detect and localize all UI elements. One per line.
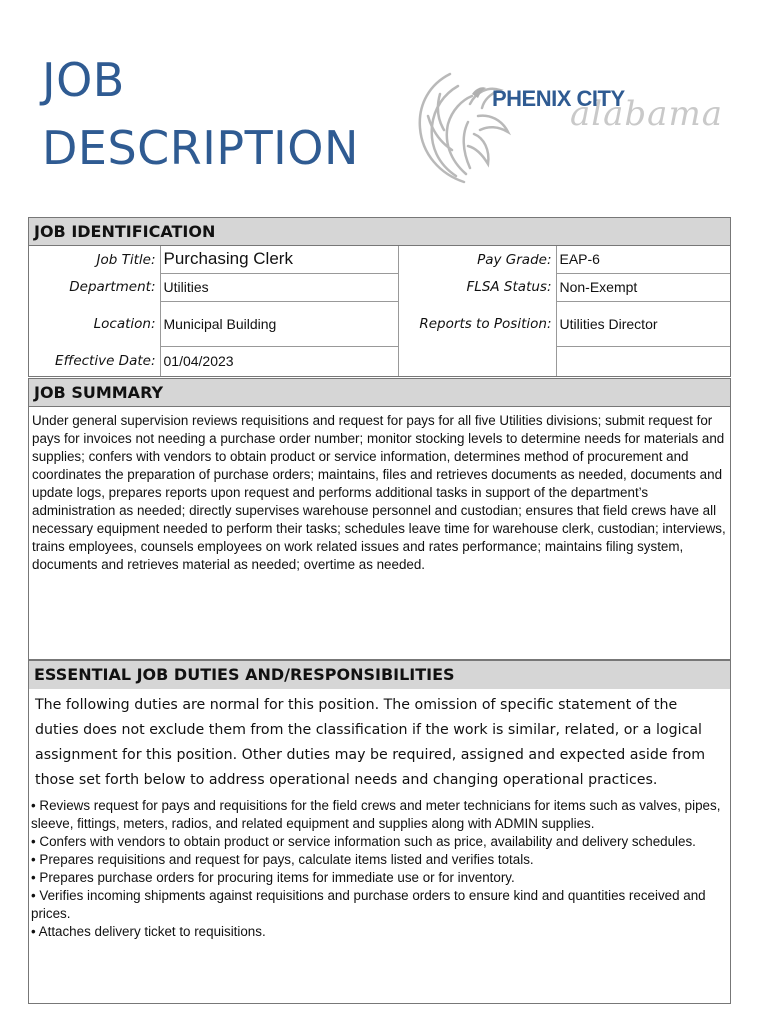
reports-to-label: Reports to Position: (419, 315, 552, 332)
duties-intro-paragraph: The following duties are normal for this position. The omission of specific statement of the duties does not exclude them from the classification if the work is similar, related, or a logical assignment for this position. Other duties may be required, assigned and expected aside from those set forth below to address operational needs and changing operational practices. (35, 697, 706, 788)
empty-cell (398, 346, 556, 376)
phoenix-emblem-icon (410, 64, 520, 192)
flsa-status-value: Non-Exempt (556, 273, 730, 301)
list-item: • Attaches delivery ticket to requisitions. (31, 924, 266, 939)
list-item: • Prepares requisitions and request for pays, calculate items listed and verifies totals. (31, 852, 534, 867)
essential-duties-heading: ESSENTIAL JOB DUTIES AND/RESPONSIBILITIES (29, 661, 730, 689)
location-label: Location: (93, 315, 156, 332)
pay-grade-label: Pay Grade: (477, 251, 552, 268)
location-value: Municipal Building (160, 301, 398, 346)
list-item: • Prepares purchase orders for procuring items for immediate use or for inventory. (31, 870, 515, 885)
duties-list (29, 797, 730, 941)
job-identification-section (28, 217, 731, 377)
department-label: Department: (69, 279, 156, 295)
reports-to-value: Utilities Director (556, 301, 730, 346)
job-summary-heading: JOB SUMMARY (29, 379, 730, 407)
list-item: • Verifies incoming shipments against requisitions and purchase orders to ensure kind and quantities received and prices. (31, 888, 706, 921)
identification-row (29, 346, 730, 376)
effective-date-label: Effective Date: (55, 353, 156, 369)
logo-state-text: alabama (570, 94, 723, 134)
title-line-2: DESCRIPTION (42, 121, 359, 175)
logo-city-text: PHENIX CITY (492, 86, 625, 111)
document-title (42, 46, 359, 182)
department-value: Utilities (160, 273, 398, 301)
essential-duties-section (28, 660, 731, 1004)
pay-grade-value: EAP-6 (556, 246, 730, 273)
identification-row (29, 301, 730, 346)
identification-row (29, 246, 730, 273)
flsa-status-label: FLSA Status: (466, 279, 552, 295)
job-title-label: Job Title: (96, 251, 156, 268)
job-summary-section (28, 378, 731, 660)
title-line-1: JOB (42, 53, 125, 107)
identification-row (29, 273, 730, 301)
job-identification-heading: JOB IDENTIFICATION (29, 218, 730, 246)
city-logo (410, 64, 723, 194)
identification-table (29, 246, 730, 376)
list-item: • Confers with vendors to obtain product or service information such as price, availability and delivery schedules. (31, 834, 696, 849)
effective-date-value: 01/04/2023 (160, 346, 398, 376)
job-summary-text: Under general supervision reviews requisitions and request for pays for all five Utilities divisions; submit request for pays for invoices not needing a purchase order number; monitor stocking levels to determine needs for materials and supplies; confers with vendors to obtain product or service information, determines method of procurement and coordinates the preparation of purchase orders; maintains, files and retrieves documents as needed, documents and update logs, prepares reports upon request and performs additional tasks in support of the department’s administration as needed; directly supervises warehouse personnel and custodian; ensures that field crews have all necessary equipment needed to perform their tasks; schedules leave time for warehouse clerk, custodian; interviews, trains employees, counsels employees on work related issues and rates performance; maintains filing system, documents and retrieves material as needed; overtime as needed. (32, 413, 726, 572)
list-item: • Reviews request for pays and requisitions for the field crews and meter technicians for items such as valves, pipes, sleeve, fittings, meters, radios, and related equipment and supplies along with ADMIN supplies. (31, 798, 721, 831)
empty-cell (556, 346, 730, 376)
job-title-value: Purchasing Clerk (160, 246, 398, 273)
